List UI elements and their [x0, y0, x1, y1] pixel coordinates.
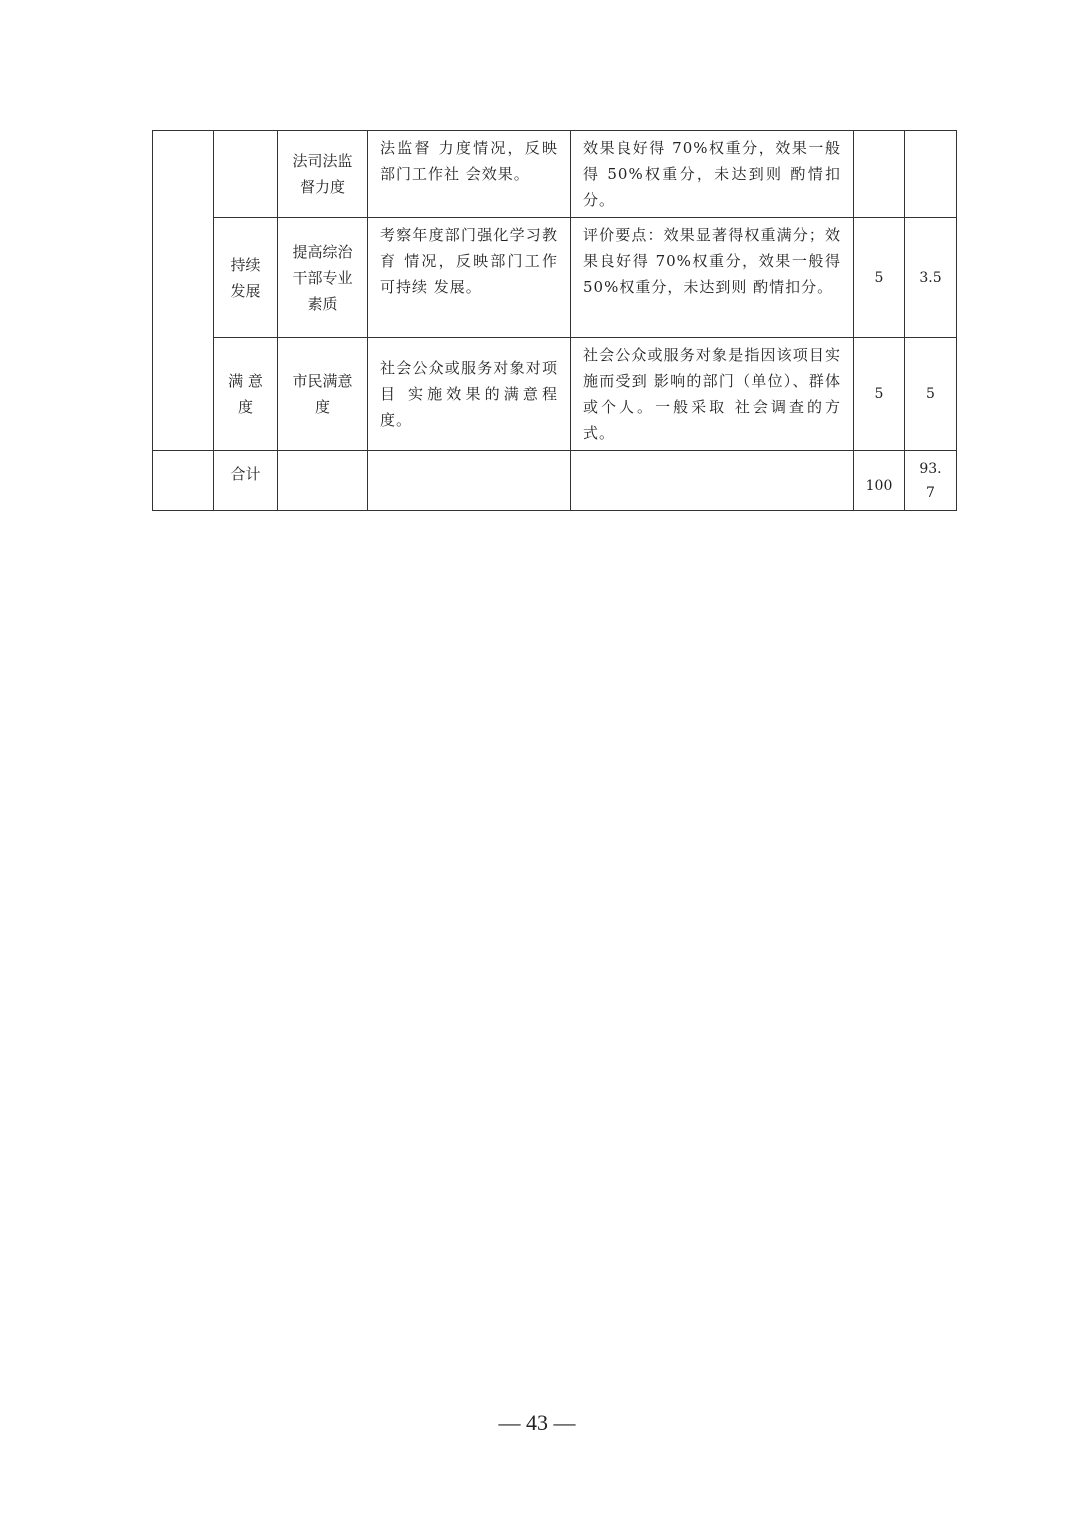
score-cell: 5	[905, 338, 957, 451]
sub-item-cell: 法司法监督力度	[278, 131, 368, 218]
evaluation-table	[152, 130, 957, 511]
description-cell: 社会公众或服务对象对项目 实施效果的满意程度。	[368, 338, 571, 451]
weight-cell: 5	[854, 218, 905, 338]
score-cell	[905, 131, 957, 218]
total-empty-cell	[571, 451, 854, 511]
total-empty-cell	[278, 451, 368, 511]
category-cell	[214, 131, 278, 218]
total-row	[153, 451, 957, 511]
total-score-line2: 7	[926, 484, 935, 501]
total-score-line1: 93.	[919, 460, 942, 477]
total-score	[905, 451, 957, 511]
criteria-cell: 评价要点：效果显著得权重满分；效果良好得 70%权重分，效果一般得 50%权重分，未达到则 酌情扣分。	[571, 218, 854, 338]
table-row	[153, 338, 957, 451]
total-empty-cell	[368, 451, 571, 511]
sub-item-cell: 市民满意度	[278, 338, 368, 451]
total-empty-cell	[153, 451, 214, 511]
description-cell: 考察年度部门强化学习教育 情况，反映部门工作可持续 发展。	[368, 218, 571, 338]
page-number: — 43 —	[498, 1410, 576, 1435]
score-cell: 3.5	[905, 218, 957, 338]
weight-cell: 5	[854, 338, 905, 451]
sub-item-cell: 提高综治干部专业素质	[278, 218, 368, 338]
category-cell: 满 意度	[214, 338, 278, 451]
table-row	[153, 131, 957, 218]
total-weight: 100	[854, 451, 905, 511]
weight-cell	[854, 131, 905, 218]
table-row	[153, 218, 957, 338]
criteria-cell: 社会公众或服务对象是指因该项目实施而受到 影响的部门（单位）、群体或个人。一般采取 社会调查的方式。	[571, 338, 854, 451]
criteria-cell: 效果良好得 70%权重分，效果一般得 50%权重分，未达到则 酌情扣分。	[571, 131, 854, 218]
description-cell: 法监督 力度情况，反映部门工作社 会效果。	[368, 131, 571, 218]
category-cell: 持续发展	[214, 218, 278, 338]
total-label: 合计	[214, 451, 278, 511]
outer-category-cell	[153, 131, 214, 451]
